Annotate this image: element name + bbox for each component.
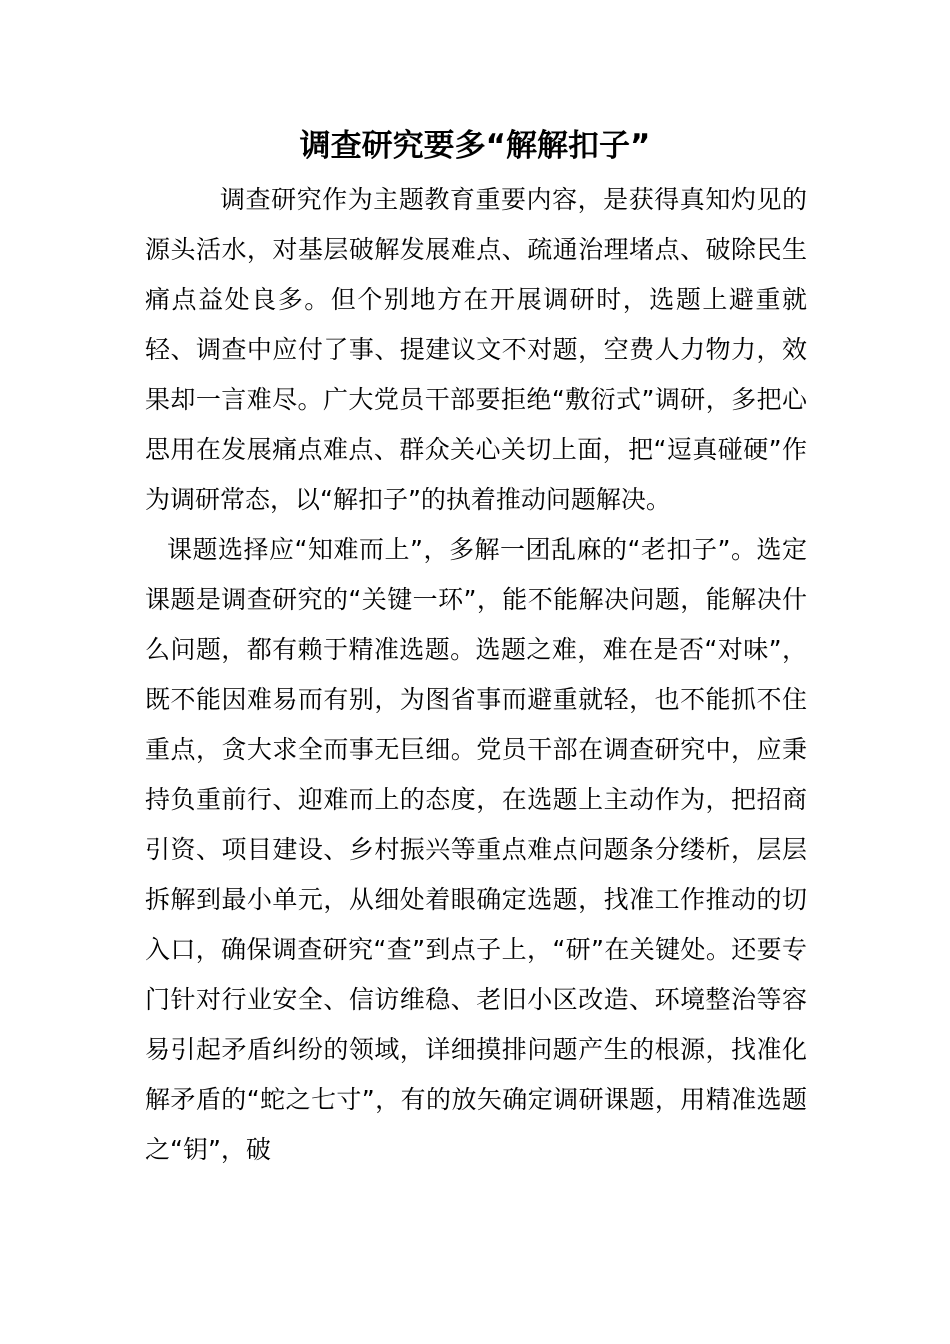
document-body bbox=[145, 175, 807, 1175]
document-title: 调查研究要多“解解扣子” bbox=[299, 128, 651, 164]
paragraph-topic-selection: 课题选择应“知难而上”，多解一团乱麻的“老扣子”。选定课题是调查研究的“关键一环”，能不能解决问题，能解决什么问题，都有赖于精准选题。选题之难，难在是否“对味”，既不能因难易而有别，为图省事而避重就轻，也不能抓不住重点，贪大求全而事无巨细。党员干部在调查研究中，应秉持负重前行、迎难而上的态度，在选题上主动作为，把招商引资、项目建设、乡村振兴等重点难点问题条分缕析，层层拆解到最小单元，从细处着眼确定选题，找准工作推动的切入口，确保调查研究“查”到点子上，“研”在关键处。还要专门针对行业安全、信访维稳、老旧小区改造、环境整治等容易引起矛盾纠纷的领域，详细摸排问题产生的根源，找准化解矛盾的“蛇之七寸”，有的放矢确定调研课题，用精准选题之“钥”，破 bbox=[145, 535, 807, 1164]
paragraph-intro: 调查研究作为主题教育重要内容，是获得真知灼见的源头活水，对基层破解发展难点、疏通治理堵点、破除民生痛点益处良多。但个别地方在开展调研时，选题上避重就轻、调查中应付了事、提建议文不对题，空费人力物力，效果却一言难尽。广大党员干部要拒绝“敷衍式”调研，多把心思用在发展痛点难点、群众关心关切上面，把“逗真碰硬”作为调研常态，以“解扣子”的执着推动问题解决。 bbox=[145, 185, 807, 514]
